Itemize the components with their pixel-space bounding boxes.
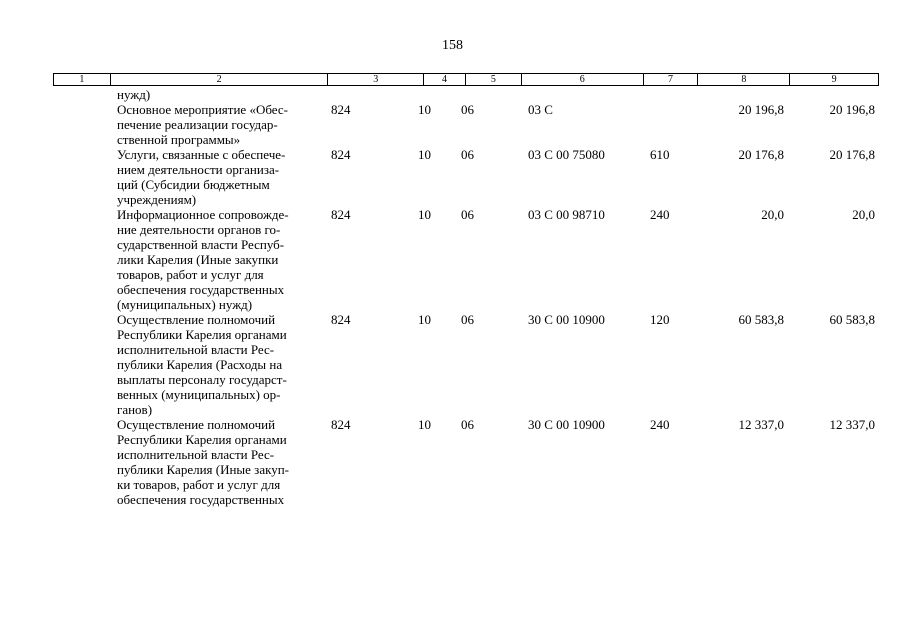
row-section-code: 10 (418, 312, 431, 327)
row-target-article: 03 С 00 75080 (528, 147, 605, 162)
row-amount-9: 20,0 (852, 207, 875, 222)
row-subsection-code: 06 (461, 207, 474, 222)
row-amount-9: 12 337,0 (829, 417, 875, 432)
header-col-3: 3 (328, 74, 424, 85)
row-subsection-code: 06 (461, 102, 474, 117)
header-col-6: 6 (522, 74, 644, 85)
table-row (0, 87, 905, 102)
table-row (0, 102, 905, 147)
row-expense-type: 240 (650, 417, 670, 432)
row-target-article: 03 С (528, 102, 553, 117)
row-ministry-code: 824 (331, 147, 351, 162)
row-amount-8: 20,0 (761, 207, 784, 222)
table-row (0, 312, 905, 417)
row-expense-type: 240 (650, 207, 670, 222)
header-col-2: 2 (111, 74, 328, 85)
row-ministry-code: 824 (331, 312, 351, 327)
row-amount-9: 20 196,8 (829, 102, 875, 117)
row-expense-type: 610 (650, 147, 670, 162)
row-amount-8: 60 583,8 (738, 312, 784, 327)
table-row (0, 207, 905, 312)
row-amount-8: 20 176,8 (738, 147, 784, 162)
table-row (0, 147, 905, 207)
row-section-code: 10 (418, 147, 431, 162)
row-description: нужд) (117, 87, 151, 102)
row-target-article: 03 С 00 98710 (528, 207, 605, 222)
row-section-code: 10 (418, 207, 431, 222)
row-ministry-code: 824 (331, 207, 351, 222)
header-col-8: 8 (698, 74, 790, 85)
row-description: Услуги, связанные с обеспече- нием деятельности организа- ций (Субсидии бюджетным учреждениям) (117, 147, 286, 207)
row-description: Основное мероприятие «Обес- печение реализации государ- ственной программы» (117, 102, 288, 147)
header-col-1: 1 (54, 74, 111, 85)
row-target-article: 30 С 00 10900 (528, 312, 605, 327)
row-amount-8: 20 196,8 (738, 102, 784, 117)
row-amount-9: 20 176,8 (829, 147, 875, 162)
row-section-code: 10 (418, 417, 431, 432)
table-row (0, 417, 905, 507)
table-header-row (53, 73, 879, 86)
row-amount-8: 12 337,0 (738, 417, 784, 432)
row-subsection-code: 06 (461, 312, 474, 327)
row-amount-9: 60 583,8 (829, 312, 875, 327)
header-col-4: 4 (424, 74, 466, 85)
header-col-9: 9 (831, 74, 837, 85)
page-number: 158 (442, 38, 463, 53)
row-ministry-code: 824 (331, 417, 351, 432)
row-description: Осуществление полномочий Республики Карелия органами исполнительной власти Рес- публики Карелия (Иные закуп- ки товаров, работ и услуг для обеспечения государственных (117, 417, 290, 507)
row-target-article: 30 С 00 10900 (528, 417, 605, 432)
row-ministry-code: 824 (331, 102, 351, 117)
row-description: Осуществление полномочий Республики Карелия органами исполнительной власти Рес- публики Карелия (Расходы на выплаты персоналу государст- венных (муниципальных) ор- ганов) (117, 312, 287, 417)
row-subsection-code: 06 (461, 147, 474, 162)
row-expense-type: 120 (650, 312, 670, 327)
row-section-code: 10 (418, 102, 431, 117)
row-description: Информационное сопровожде- ние деятельности органов го- сударственной власти Респуб- лики Карелия (Иные закупки товаров, работ и услуг для обеспечения государственных (муниципальных) нужд) (117, 207, 289, 312)
header-col-7: 7 (644, 74, 699, 85)
row-subsection-code: 06 (461, 417, 474, 432)
table-body (0, 87, 905, 507)
header-col-5: 5 (466, 74, 522, 85)
